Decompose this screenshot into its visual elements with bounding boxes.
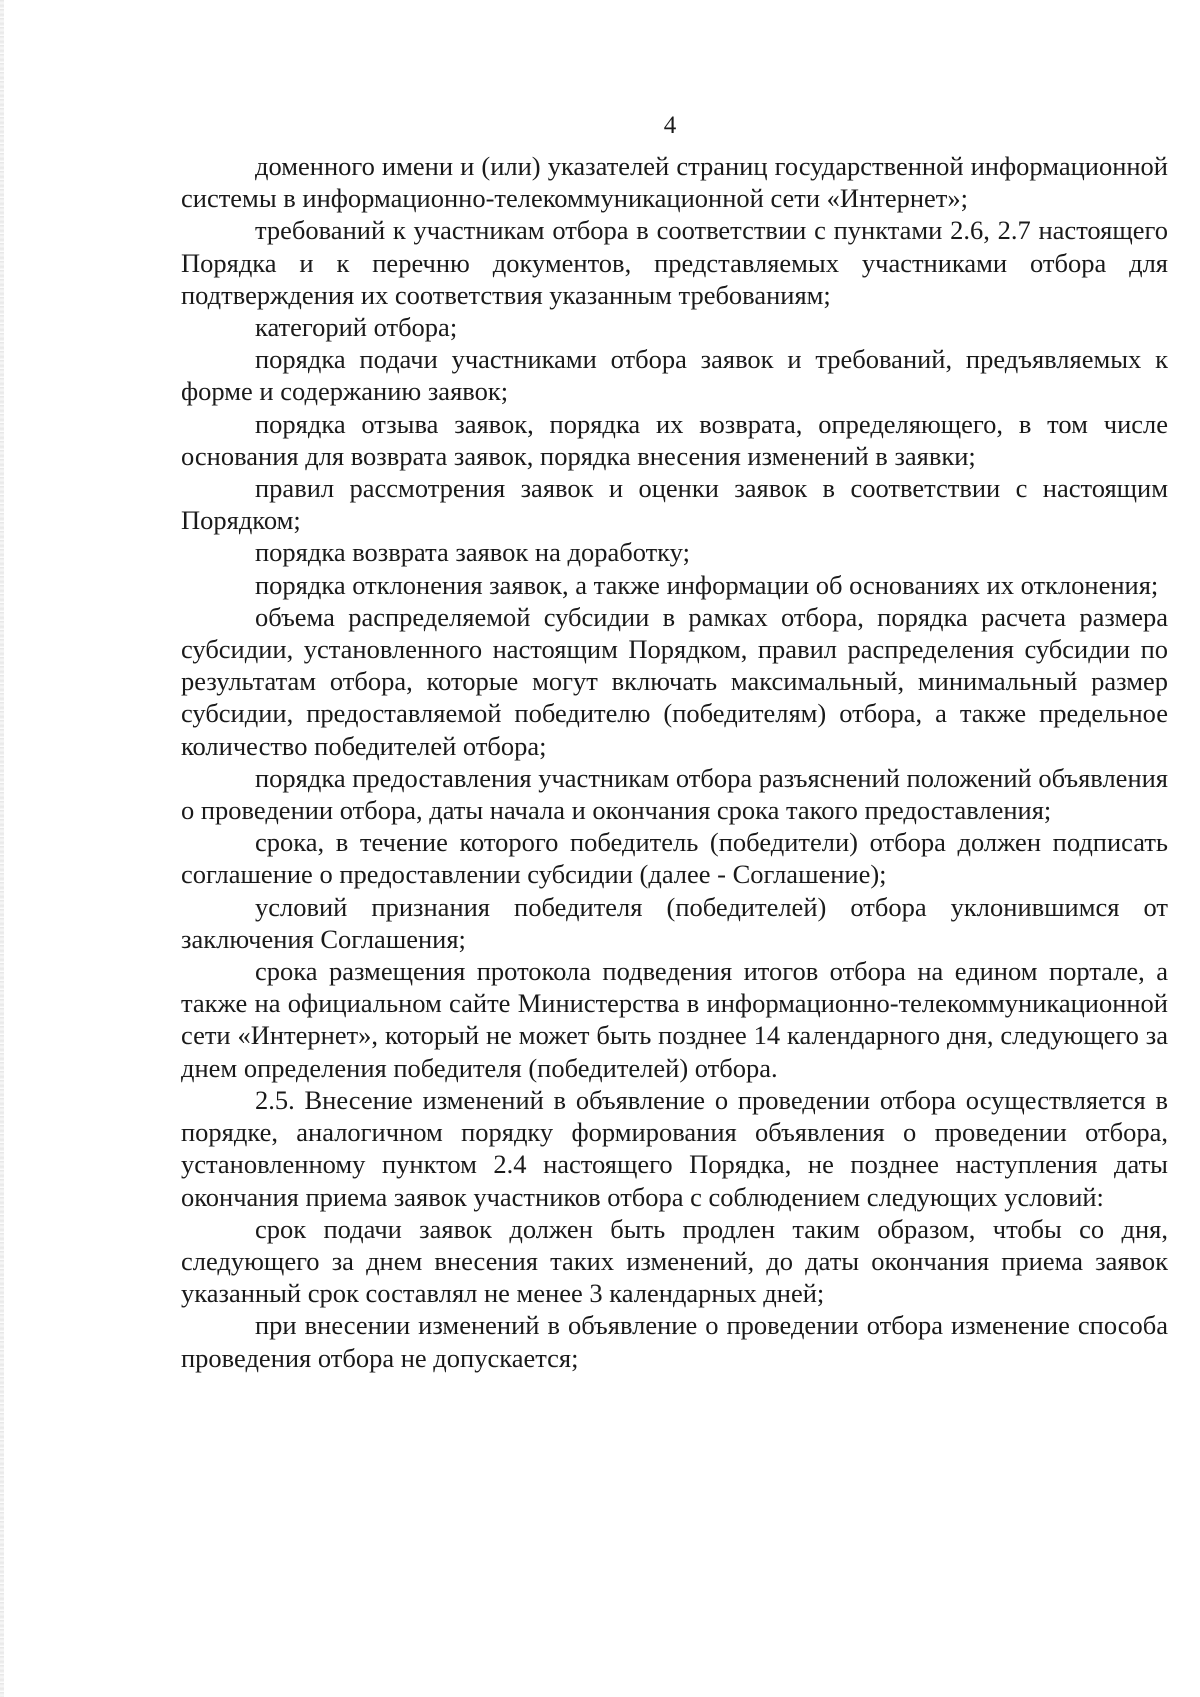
paragraph: порядка возврата заявок на доработку;	[255, 537, 690, 568]
paragraph: порядка подачи участниками отбора заявок и требований, предъявляемых к форме и содержанию заявок;	[181, 344, 1168, 407]
paragraph: объема распределяемой субсидии в рамках отбора, порядка расчета размера субсидии, установленного настоящим Порядком, правил распределения субсидии по результатам отбора, которые могут включать максимальный, минимальный размер субсидии, предоставляемой победителю (победителям) отбора, а также предельное количество победителей отбора;	[181, 601, 1168, 761]
paragraph: правил рассмотрения заявок и оценки заявок в соответствии с настоящим Порядком;	[181, 473, 1168, 536]
paragraph: при внесении изменений в объявление о проведении отбора изменение способа проведения отбора не допускается;	[181, 1310, 1168, 1373]
paragraph: порядка отклонения заявок, а также информации об основаниях их отклонения;	[255, 569, 1159, 600]
page-number: 4	[663, 112, 677, 139]
paragraph: категорий отбора;	[255, 312, 458, 343]
scan-edge-artifact	[0, 0, 4, 1697]
paragraph: доменного имени и (или) указателей страниц государственной информационной системы в информационно-телекоммуникационной сети «Интернет»;	[181, 151, 1168, 214]
paragraph: срока, в течение которого победитель (победители) отбора должен подписать соглашение о предоставлении субсидии (далее - Соглашение);	[181, 827, 1168, 890]
paragraph: порядка отзыва заявок, порядка их возврата, определяющего, в том числе основания для возврата заявок, порядка внесения изменений в заявки;	[181, 408, 1168, 471]
section-paragraph: 2.5. Внесение изменений в объявление о проведении отбора осуществляется в порядке, аналогичном порядку формирования объявления о проведении отбора, установленному пунктом 2.4 настоящего Порядка, не позднее наступления даты окончания приема заявок участников отбора с соблюдением следующих условий:	[181, 1084, 1168, 1212]
document-body	[181, 150, 1168, 1374]
paragraph: срок подачи заявок должен быть продлен таким образом, чтобы со дня, следующего за днем внесения таких изменений, до даты окончания приема заявок указанный срок составлял не менее 3 календарных дней;	[181, 1213, 1168, 1309]
paragraph: требований к участникам отбора в соответствии с пунктами 2.6, 2.7 настоящего Порядка и к перечню документов, представляемых участниками отбора для подтверждения их соответствия указанным требованиям;	[181, 215, 1168, 310]
paragraph: срока размещения протокола подведения итогов отбора на едином портале, а также на официальном сайте Министерства в информационно-телекоммуникационной сети «Интернет», который не может быть позднее 14 календарного дня, следующего за днем определения победителя (победителей) отбора.	[181, 956, 1168, 1083]
paragraph: условий признания победителя (победителей) отбора уклонившимся от заключения Соглашения;	[181, 891, 1168, 954]
paragraph: порядка предоставления участникам отбора разъяснений положений объявления о проведении отбора, даты начала и окончания срока такого предоставления;	[181, 762, 1168, 826]
